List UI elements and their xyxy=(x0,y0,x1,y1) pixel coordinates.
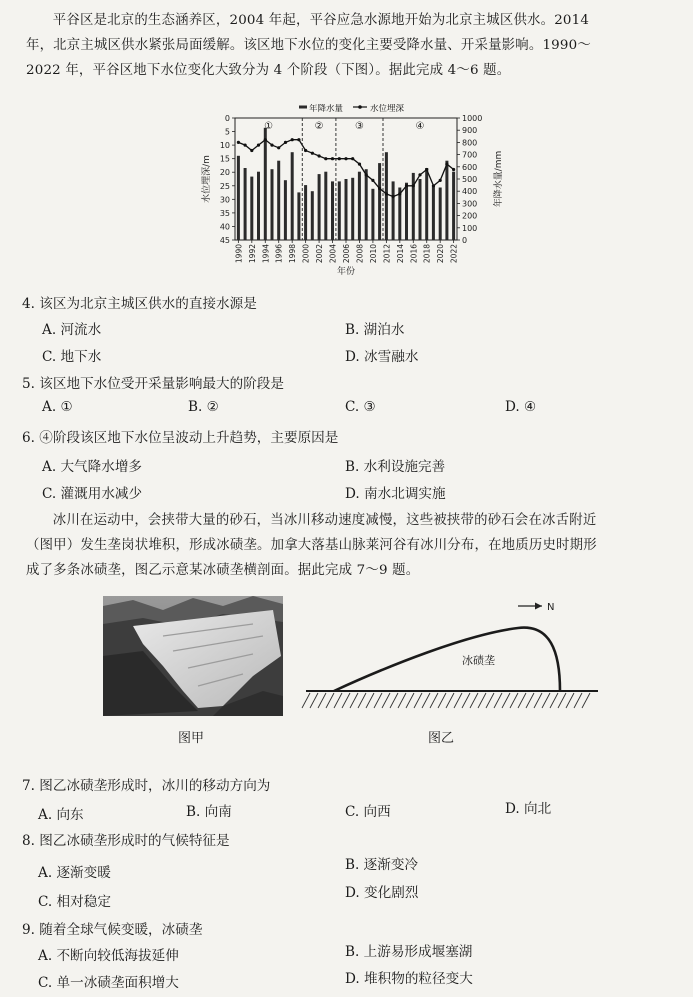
passage-1-line: 2022 年，平谷区地下水位变化大致分为 4 个阶段（下图）。据此完成 4～6 题。 xyxy=(26,63,511,78)
north-label: N xyxy=(547,602,555,613)
precip-bar xyxy=(378,163,381,240)
water-level-chart xyxy=(195,104,515,284)
x-tick-label: 2000 xyxy=(301,244,311,264)
hatch-stroke xyxy=(398,693,406,708)
hatch-stroke xyxy=(494,693,502,708)
q9-stem: 9. 随着全球气候变暖，冰碛垄 xyxy=(22,922,203,938)
legend-bar-swatch xyxy=(299,106,307,109)
precip-bar xyxy=(257,172,260,240)
precip-bar xyxy=(304,185,307,240)
water-depth-point xyxy=(244,144,247,147)
water-depth-point xyxy=(378,187,381,190)
x-tick-label: 1994 xyxy=(261,244,271,264)
q7-stem: 7. 图乙冰碛垄形成时，冰川的移动方向为 xyxy=(22,778,271,794)
water-depth-point xyxy=(385,192,388,195)
hatch-stroke xyxy=(366,693,374,708)
passage-1 xyxy=(26,8,671,83)
right-tick-label: 1000 xyxy=(462,114,483,123)
water-depth-point xyxy=(371,179,374,182)
water-depth-point xyxy=(344,157,347,160)
water-depth-point xyxy=(270,144,273,147)
hatch-stroke xyxy=(438,693,446,708)
water-depth-point xyxy=(291,138,294,141)
hatch-stroke xyxy=(462,693,470,708)
hatch-stroke xyxy=(374,693,382,708)
x-tick-label: 1998 xyxy=(288,244,298,264)
precip-bar xyxy=(318,174,321,240)
left-tick-label: 35 xyxy=(219,208,230,218)
stage-label: ④ xyxy=(415,121,425,132)
right-axis-label: 年降水量/mm xyxy=(494,150,504,208)
q5-option-c[interactable]: C. ③ xyxy=(345,399,376,415)
hatch-stroke xyxy=(430,693,438,708)
q9-option-d[interactable]: D. 堆积物的粒径变大 xyxy=(345,971,473,987)
water-depth-point xyxy=(425,168,428,171)
precip-bar xyxy=(445,161,448,240)
hatch-stroke xyxy=(326,693,334,708)
hatch-stroke xyxy=(582,693,590,708)
glacier-photo xyxy=(103,596,283,716)
q6-option-b[interactable]: B. 水利设施完善 xyxy=(345,459,446,475)
hatch-stroke xyxy=(414,693,422,708)
precip-bar xyxy=(237,156,240,240)
water-depth-point xyxy=(405,184,408,187)
passage-1-line: 年，北京主城区供水紧张局面缓解。该区地下水位的变化主要受降水量、开采量影响。1990～ xyxy=(26,38,591,53)
precip-bar xyxy=(452,172,455,240)
hatch-stroke xyxy=(518,693,526,708)
precip-bar xyxy=(297,192,300,240)
moraine-cross-section xyxy=(298,596,602,720)
hatch-stroke xyxy=(558,693,566,708)
left-tick-label: 40 xyxy=(219,222,230,232)
precip-bar xyxy=(324,172,327,240)
water-depth-point xyxy=(250,149,253,152)
right-tick-label: 700 xyxy=(462,150,478,160)
precip-bar xyxy=(405,183,408,240)
q6-stem: 6. ④阶段该区地下水位呈波动上升趋势，主要原因是 xyxy=(22,430,339,446)
q7-option-b[interactable]: B. 向南 xyxy=(186,804,232,820)
precip-bar xyxy=(311,191,314,240)
x-tick-label: 2006 xyxy=(342,244,351,264)
north-arrowhead-icon xyxy=(535,603,542,610)
hatch-stroke xyxy=(310,693,318,708)
water-depth-point xyxy=(432,184,435,187)
x-tick-label: 1996 xyxy=(274,244,284,264)
q4-option-b[interactable]: B. 湖泊水 xyxy=(345,322,405,338)
stage-label: ② xyxy=(314,121,324,132)
right-tick-label: 300 xyxy=(462,199,478,209)
hatch-stroke xyxy=(334,693,342,708)
water-depth-point xyxy=(392,195,395,198)
ground-hatching xyxy=(302,693,590,708)
hatch-stroke xyxy=(542,693,550,708)
hatch-stroke xyxy=(390,693,398,708)
water-depth-point xyxy=(418,173,421,176)
hatch-stroke xyxy=(382,693,390,708)
hatch-stroke xyxy=(446,693,454,708)
x-tick-label: 2010 xyxy=(368,244,378,264)
x-tick-label: 2002 xyxy=(315,244,325,264)
precip-bar xyxy=(271,169,274,240)
precip-bar xyxy=(264,128,267,240)
water-depth-point xyxy=(284,141,287,144)
q9-option-b[interactable]: B. 上游易形成堰塞湖 xyxy=(345,944,473,960)
hatch-stroke xyxy=(406,693,414,708)
water-depth-point xyxy=(311,152,314,155)
hatch-stroke xyxy=(486,693,494,708)
left-tick-label: 20 xyxy=(219,168,230,178)
q8-option-a[interactable]: A. 逐渐变暖 xyxy=(38,865,111,881)
precip-bar xyxy=(291,152,294,240)
water-depth-point xyxy=(297,138,300,141)
x-tick-label: 2018 xyxy=(422,244,432,264)
x-tick-label: 2004 xyxy=(328,244,338,264)
precip-bar xyxy=(439,188,442,241)
passage-2-line: （图甲）发生垄岗状堆积，形成冰碛垄。加拿大落基山脉莱河谷有冰川分布，在地质历史时期形 xyxy=(26,538,597,553)
q9-option-c[interactable]: C. 单一冰碛垄面积增大 xyxy=(38,975,179,991)
q5-option-d[interactable]: D. ④ xyxy=(505,399,537,415)
right-tick-label: 600 xyxy=(462,162,478,172)
precip-bar xyxy=(432,185,435,240)
precip-bar xyxy=(338,181,341,240)
q8-stem: 8. 图乙冰碛垄形成时的气候特征是 xyxy=(22,833,230,849)
q8-option-b[interactable]: B. 逐渐变冷 xyxy=(345,857,419,873)
precip-bar xyxy=(250,177,253,240)
passage-2-line: 冰川在运动中，会挟带大量的砂石，当冰川移动速度减慢，这些被挟带的砂石会在冰舌附近 xyxy=(52,513,597,528)
water-depth-point xyxy=(257,144,260,147)
q8-option-d[interactable]: D. 变化剧烈 xyxy=(345,885,419,901)
fig-jia-caption: 图甲 xyxy=(178,731,205,746)
precip-bar xyxy=(365,169,368,240)
x-tick-label: 2014 xyxy=(395,244,405,264)
water-depth-point xyxy=(358,163,361,166)
water-depth-point xyxy=(452,168,455,171)
q5-option-b[interactable]: B. ② xyxy=(188,399,219,415)
hatch-stroke xyxy=(510,693,518,708)
water-depth-point xyxy=(365,173,368,176)
fig-yi-caption: 图乙 xyxy=(428,731,455,746)
right-tick-label: 500 xyxy=(462,175,478,184)
x-tick-label: 1992 xyxy=(247,244,257,264)
stage-label: ③ xyxy=(354,121,364,132)
left-tick-label: 5 xyxy=(224,127,230,137)
left-tick-label: 25 xyxy=(219,181,230,191)
right-tick-label: 400 xyxy=(462,187,478,197)
hatch-stroke xyxy=(422,693,430,708)
hatch-stroke xyxy=(358,693,366,708)
precip-bar xyxy=(392,181,395,240)
right-tick-label: 800 xyxy=(462,138,478,148)
x-axis-label: 年份 xyxy=(336,267,356,277)
hatch-stroke xyxy=(566,693,574,708)
water-depth-point xyxy=(412,184,415,187)
water-depth-point xyxy=(445,163,448,166)
water-depth-point xyxy=(338,157,341,160)
water-depth-point xyxy=(237,141,240,144)
water-depth-point xyxy=(398,192,401,195)
right-tick-label: 100 xyxy=(462,223,478,233)
legend-line-marker xyxy=(358,105,362,109)
q4-stem: 4. 该区为北京主城区供水的直接水源是 xyxy=(22,296,257,312)
q7-option-d[interactable]: D. 向北 xyxy=(505,801,552,817)
precip-bar xyxy=(331,181,334,240)
water-depth-point xyxy=(264,138,267,141)
q4-option-a[interactable]: A. 河流水 xyxy=(42,322,102,338)
q9-option-a[interactable]: A. 不断向较低海拔延伸 xyxy=(38,948,179,964)
passage-2 xyxy=(26,508,671,583)
precip-bar xyxy=(385,152,388,240)
left-tick-label: 15 xyxy=(219,154,230,164)
x-tick-label: 1990 xyxy=(234,244,244,264)
hatch-stroke xyxy=(550,693,558,708)
precip-bar xyxy=(345,179,348,240)
precip-bar xyxy=(351,178,354,240)
q5-stem: 5. 该区地下水位受开采量影响最大的阶段是 xyxy=(22,376,284,392)
hatch-stroke xyxy=(342,693,350,708)
water-depth-point xyxy=(318,154,321,157)
hatch-stroke xyxy=(470,693,478,708)
left-tick-label: 0 xyxy=(224,114,230,123)
q8-option-c[interactable]: C. 相对稳定 xyxy=(38,894,111,910)
legend-precip-label: 年降水量 xyxy=(309,104,344,114)
water-depth-point xyxy=(331,157,334,160)
precip-bar xyxy=(371,189,374,240)
x-tick-label: 2012 xyxy=(382,244,392,264)
hatch-stroke xyxy=(350,693,358,708)
moraine-label: 冰碛垄 xyxy=(462,654,495,667)
hatch-stroke xyxy=(478,693,486,708)
hatch-stroke xyxy=(454,693,462,708)
x-tick-label: 2016 xyxy=(409,244,419,264)
x-tick-label: 2020 xyxy=(436,244,446,264)
x-tick-label: 2022 xyxy=(449,244,459,264)
q7-option-c[interactable]: C. 向西 xyxy=(345,804,391,820)
x-tick-label: 2008 xyxy=(355,244,365,264)
left-tick-label: 10 xyxy=(219,141,230,151)
precip-bar xyxy=(425,168,428,240)
legend-depth-label: 水位埋深 xyxy=(370,104,405,114)
left-tick-label: 45 xyxy=(219,236,230,245)
hatch-stroke xyxy=(302,693,310,708)
precip-bar xyxy=(284,180,287,240)
hatch-stroke xyxy=(534,693,542,708)
passage-2-line: 成了多条冰碛垄，图乙示意某冰碛垄横剖面。据此完成 7～9 题。 xyxy=(26,563,420,578)
right-tick-label: 200 xyxy=(462,211,478,221)
q4-option-c[interactable]: C. 地下水 xyxy=(42,349,102,365)
stage-label: ① xyxy=(264,121,274,132)
water-depth-point xyxy=(439,179,442,182)
water-depth-point xyxy=(324,157,327,160)
water-depth-point xyxy=(304,149,307,152)
water-depth-point xyxy=(351,157,354,160)
q6-option-c[interactable]: C. 灌溉用水减少 xyxy=(42,486,143,502)
q6-option-d[interactable]: D. 南水北调实施 xyxy=(345,486,446,502)
water-depth-point xyxy=(277,146,280,149)
hatch-stroke xyxy=(318,693,326,708)
q6-option-a[interactable]: A. 大气降水增多 xyxy=(42,459,143,475)
precip-bar xyxy=(277,161,280,240)
left-tick-label: 30 xyxy=(219,195,230,205)
moraine-outline xyxy=(334,628,560,691)
passage-1-line: 平谷区是北京的生态涵养区，2004 年起，平谷应急水源地开始为北京主城区供水。2014 xyxy=(52,13,590,28)
right-tick-label: 0 xyxy=(462,236,468,245)
q7-option-a[interactable]: A. 向东 xyxy=(38,807,84,823)
right-tick-label: 900 xyxy=(462,126,478,136)
q4-option-d[interactable]: D. 冰雪融水 xyxy=(345,349,419,365)
left-axis-label: 水位埋深/m xyxy=(202,155,212,203)
q5-option-a[interactable]: A. ① xyxy=(42,399,73,415)
precip-bar xyxy=(244,168,247,240)
precip-bar xyxy=(419,179,422,240)
hatch-stroke xyxy=(526,693,534,708)
hatch-stroke xyxy=(502,693,510,708)
hatch-stroke xyxy=(574,693,582,708)
precip-bar xyxy=(358,172,361,240)
